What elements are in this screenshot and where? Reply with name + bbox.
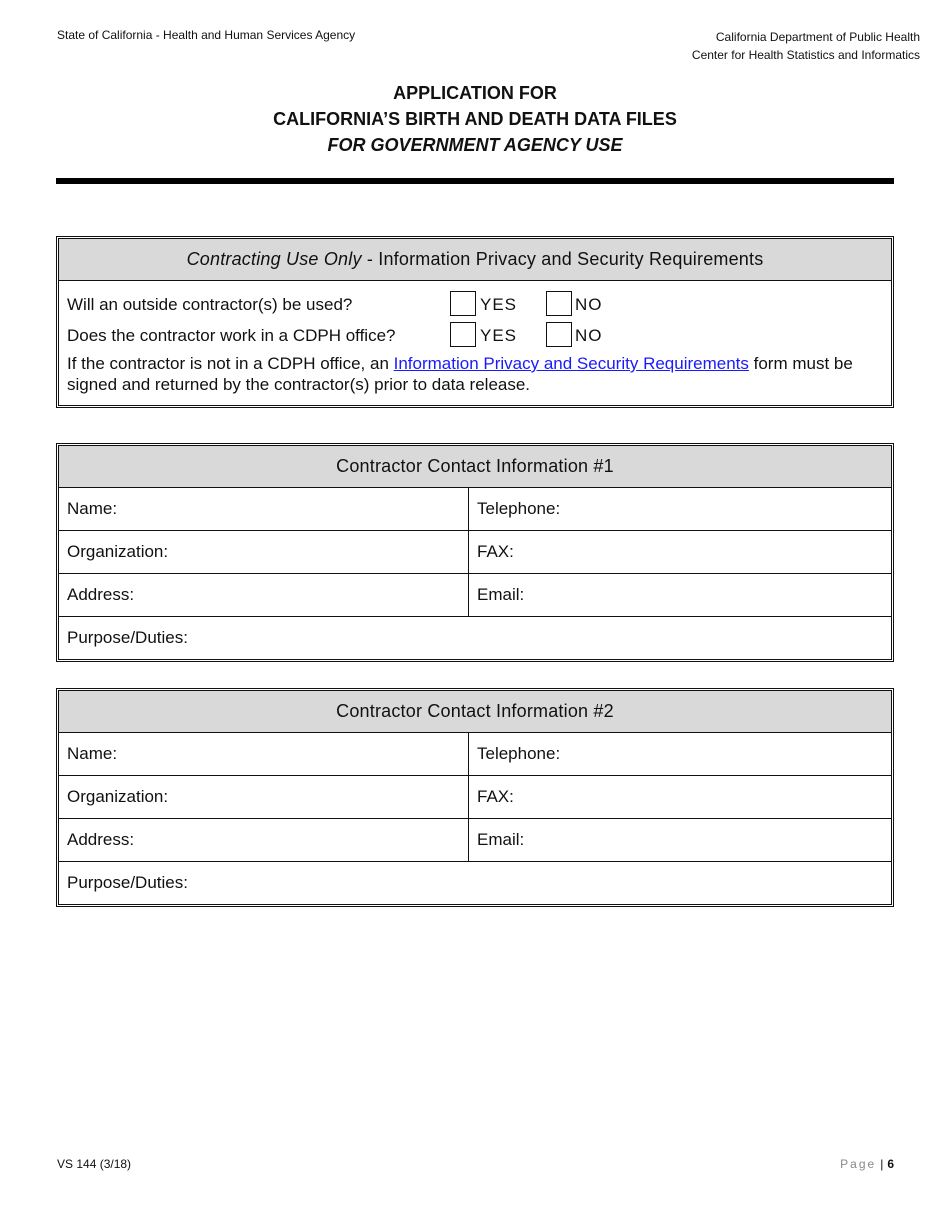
privacy-requirements-link[interactable]: Information Privacy and Security Requirements	[393, 354, 749, 373]
privacy-note-start: If the contractor is not in a CDPH office, an	[67, 354, 394, 373]
privacy-heading-rest: - Information Privacy and Security Requirements	[361, 249, 764, 269]
title-divider	[56, 178, 894, 184]
yes-label: YES	[480, 326, 518, 345]
page-number: 6	[887, 1157, 894, 1171]
title-line1: APPLICATION FOR	[393, 83, 557, 103]
contractor-contact-2	[56, 688, 894, 907]
title-line3: FOR GOVERNMENT AGENCY USE	[327, 135, 623, 155]
contact2-heading: Contractor Contact Information #2	[59, 691, 891, 733]
contact2-name-field[interactable]: Name:	[59, 733, 469, 775]
contact1-heading: Contractor Contact Information #1	[59, 446, 891, 488]
contact2-telephone-field[interactable]: Telephone:	[477, 744, 561, 763]
contact1-name-field[interactable]: Name:	[59, 488, 469, 530]
contact2-purpose-field[interactable]: Purpose/Duties:	[67, 873, 188, 892]
document-title	[0, 80, 950, 158]
contact1-row-purpose	[59, 616, 891, 659]
privacy-note-end: form must be signed and returned by the contractor(s) prior to data release.	[67, 354, 853, 394]
contact1-row-organization	[59, 530, 891, 573]
privacy-heading	[59, 239, 891, 281]
outside-contractor-yes-checkbox[interactable]	[450, 291, 476, 316]
contact1-organization-field[interactable]: Organization:	[59, 531, 469, 573]
page-separator: |	[880, 1157, 884, 1171]
contact1-address-field[interactable]: Address:	[59, 574, 469, 616]
page-label: Page	[840, 1157, 877, 1171]
no-label: NO	[575, 295, 603, 314]
header-department	[692, 28, 920, 64]
privacy-section	[56, 236, 894, 408]
contractor-contact-1	[56, 443, 894, 662]
contact2-organization-field[interactable]: Organization:	[59, 776, 469, 818]
outside-contractor-no-checkbox[interactable]	[546, 291, 572, 316]
no-label: NO	[575, 326, 603, 345]
contact1-fax-field[interactable]: FAX:	[477, 542, 514, 561]
privacy-body	[59, 281, 891, 405]
header-department-line1: California Department of Public Health	[715, 30, 920, 44]
privacy-heading-italic: Contracting Use Only	[186, 249, 362, 269]
yes-label: YES	[480, 295, 518, 314]
cdph-office-yes-checkbox[interactable]	[450, 322, 476, 347]
question-cdph-office-label: Does the contractor work in a CDPH office?	[67, 326, 396, 345]
form-id: VS 144 (3/18)	[57, 1157, 132, 1171]
contact2-fax-field[interactable]: FAX:	[477, 787, 514, 806]
contact2-address-field[interactable]: Address:	[59, 819, 469, 861]
question-outside-contractor-label: Will an outside contractor(s) be used?	[67, 295, 353, 314]
page-indicator	[840, 1157, 894, 1171]
contact2-email-field[interactable]: Email:	[477, 830, 525, 849]
contact1-row-address	[59, 573, 891, 616]
title-line2: CALIFORNIA’S BIRTH AND DEATH DATA FILES	[273, 109, 677, 129]
cdph-office-no-checkbox[interactable]	[546, 322, 572, 347]
header-department-line2: Center for Health Statistics and Informatics	[691, 48, 920, 62]
contact1-email-field[interactable]: Email:	[477, 585, 525, 604]
question-cdph-office	[67, 320, 883, 351]
privacy-note	[67, 353, 883, 395]
contact1-purpose-field[interactable]: Purpose/Duties:	[67, 628, 188, 647]
header-agency: State of California - Health and Human Services Agency	[57, 28, 356, 42]
contact2-row-organization	[59, 775, 891, 818]
contact2-row-purpose	[59, 861, 891, 904]
contact2-row-name	[59, 733, 891, 775]
contact2-row-address	[59, 818, 891, 861]
contact1-row-name	[59, 488, 891, 530]
question-outside-contractor	[67, 289, 883, 320]
contact1-telephone-field[interactable]: Telephone:	[477, 499, 561, 518]
